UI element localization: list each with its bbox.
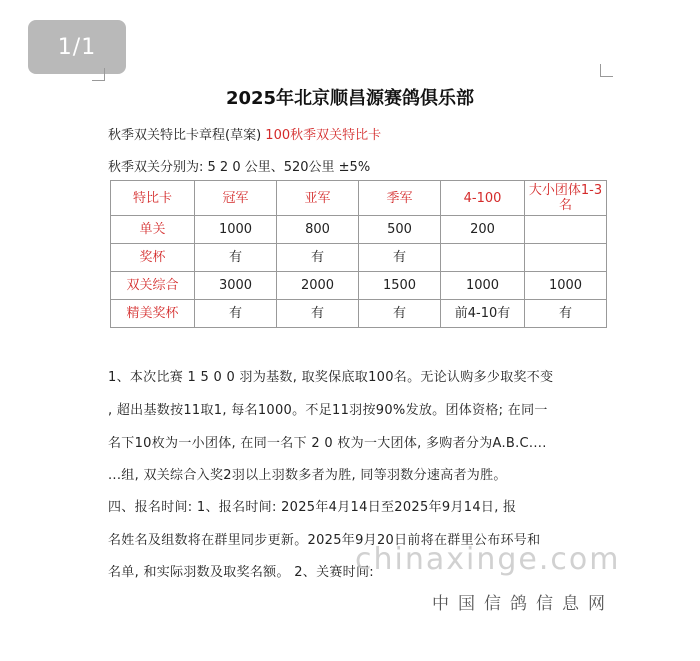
table-cell: 2000 [277, 272, 359, 300]
table-cell: 3000 [195, 272, 277, 300]
table-cell [525, 216, 607, 244]
table-cell: 200 [441, 216, 525, 244]
subtitle-red: 100秋季双关特比卡 [265, 128, 382, 143]
table-cell: 有 [195, 300, 277, 328]
table-header-cell: 4-100 [441, 181, 525, 216]
table-cell [441, 244, 525, 272]
table-cell: 有 [359, 300, 441, 328]
table-cell: 1000 [525, 272, 607, 300]
row-label: 单关 [111, 216, 195, 244]
body-paragraph-line: 1、本次比赛 1 5 0 0 羽为基数, 取奖保底取100名。无论认购多少取奖不变 [108, 370, 554, 385]
body-paragraph-line: , 超出基数按11取1, 每名1000。不足11羽按90%发放。团体资格; 在同一 [108, 403, 548, 418]
table-cell: 前4-10有 [441, 300, 525, 328]
row-label: 奖杯 [111, 244, 195, 272]
body-paragraph-line: ...组, 双关综合入奖2羽以上羽数多者为胜, 同等羽数分速高者为胜。 [108, 468, 507, 483]
table-cell: 1000 [195, 216, 277, 244]
body-paragraph-line: 名单, 和实际羽数及取奖名额。 2、关赛时间: [108, 565, 374, 580]
table-row [111, 300, 607, 328]
table-header-cell: 季军 [359, 181, 441, 216]
table-cell: 有 [195, 244, 277, 272]
site-watermark: chinaxinge.com [355, 542, 621, 577]
table-cell: 1500 [359, 272, 441, 300]
table-header-cell: 大小团体1-3名 [525, 181, 607, 216]
row-label: 精美奖杯 [111, 300, 195, 328]
table-cell: 500 [359, 216, 441, 244]
prize-table [110, 180, 607, 328]
table-row [111, 216, 607, 244]
table-cell: 有 [359, 244, 441, 272]
body-paragraph-line: 四、报名时间: 1、报名时间: 2025年4月14日至2025年9月14日, 报 [108, 500, 517, 515]
subtitle-line [108, 124, 381, 143]
table-header-cell: 冠军 [195, 181, 277, 216]
table-header-cell: 特比卡 [111, 181, 195, 216]
table-cell: 有 [277, 300, 359, 328]
table-header-cell: 亚军 [277, 181, 359, 216]
body-paragraph-line: 名姓名及组数将在群里同步更新。2025年9月20日前将在群里公布环号和 [108, 533, 541, 548]
table-cell: 1000 [441, 272, 525, 300]
table-header-row [111, 181, 607, 216]
table-row [111, 272, 607, 300]
page-corner-mark-right [600, 64, 613, 77]
body-paragraph-line: 名下10枚为一小团体, 在同一名下 2 0 枚为一大团体, 多购者分为A.B.C.... [108, 436, 547, 451]
page-indicator[interactable]: 1/1 [28, 20, 126, 74]
table-cell: 有 [277, 244, 359, 272]
page-corner-mark-left [92, 68, 105, 81]
row-label: 双关综合 [111, 272, 195, 300]
table-cell: 800 [277, 216, 359, 244]
table-cell [525, 244, 607, 272]
table-cell: 有 [525, 300, 607, 328]
site-watermark-chinese: 中国信鸽信息网 [432, 594, 614, 614]
document-title: 2025年北京顺昌源赛鸽俱乐部 [225, 88, 475, 109]
distance-line: 秋季双关分别为: 5 2 0 公里、520公里 ±5% [108, 160, 371, 175]
subtitle-black: 秋季双关特比卡章程(草案) [108, 128, 262, 143]
table-row [111, 244, 607, 272]
